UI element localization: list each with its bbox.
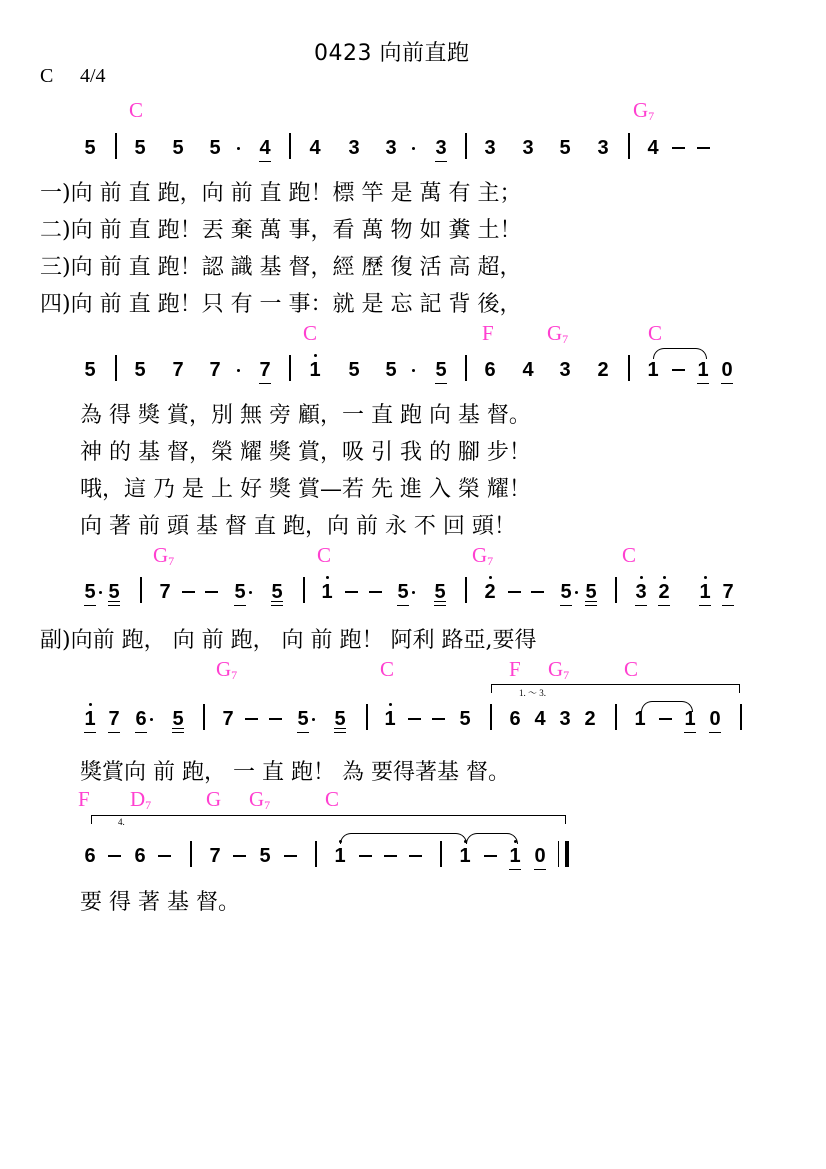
chord: $D_7$ [130, 787, 152, 812]
chord: $G_7$ [548, 657, 570, 682]
barline [366, 704, 368, 730]
dash [369, 591, 382, 593]
time-signature: 4/4 [80, 65, 106, 87]
lyric-chorus: 副)向前 跑， 向 前 跑， 向 前 跑！ 阿利 路亞,要得 [40, 628, 537, 653]
note: 7 [720, 581, 736, 603]
chord: $G_7$ [153, 543, 175, 568]
lyric-verse-4: 四)向 前 直 跑！只 有 一 事：就 是 忘 記 背 後， [40, 292, 522, 317]
chord: $G_7$ [633, 98, 655, 123]
note: 7 [209, 359, 221, 381]
note: 6 [134, 845, 146, 867]
lyric-verse-3: 哦，這 乃 是 上 好 獎 賞—若 先 進 入 榮 耀！ [80, 477, 531, 502]
note: 7 [222, 708, 234, 730]
note: 3 [597, 137, 609, 159]
chord: C [380, 657, 395, 681]
note: 5 [295, 708, 311, 730]
note: 3 [522, 137, 534, 159]
note: 5 [209, 137, 221, 159]
lyric-verse-3: 三)向 前 直 跑！認 識 基 督，經 歷 復 活 高 超， [40, 255, 522, 280]
dash [484, 855, 497, 857]
barline [465, 133, 467, 159]
volta-label: 1. ～ 3. [519, 688, 547, 698]
note: 2 [597, 359, 609, 381]
barline [628, 133, 630, 159]
note: 5 [583, 581, 599, 603]
lyric-verse-1: 為 得 獎 賞，別 無 旁 顧，一 直 跑 向 基 督。 [80, 403, 531, 428]
chord: F [509, 657, 521, 681]
lyric-chorus: 獎賞向 前 跑， 一 直 跑！ 為 要得著基 督。 [80, 760, 510, 785]
key-signature: C [40, 65, 54, 87]
barline [190, 841, 192, 867]
chord: $G_7$ [547, 321, 569, 346]
chord: C [325, 787, 340, 811]
note: 6 [484, 359, 496, 381]
chord: C [129, 98, 144, 122]
note: 7 [209, 845, 221, 867]
chord: F [78, 787, 90, 811]
note: 3 [484, 137, 496, 159]
chord: $G_7$ [472, 543, 494, 568]
volta-bracket-4 [91, 815, 566, 824]
note: 0 [719, 359, 735, 381]
tie [466, 833, 518, 844]
note: 0 [532, 845, 548, 867]
barline [115, 133, 117, 159]
final-barline [558, 841, 569, 867]
note: 5 [84, 359, 96, 381]
note: 1 [457, 845, 473, 867]
chord: C [303, 321, 318, 345]
note: 1 [682, 708, 698, 730]
dash [384, 855, 397, 857]
barline [315, 841, 317, 867]
note: 5 [395, 581, 411, 603]
dot [249, 591, 252, 594]
chord: C [648, 321, 663, 345]
note: 3 [385, 137, 397, 159]
note: 6 [133, 708, 149, 730]
dot [575, 591, 578, 594]
dot [99, 591, 102, 594]
dash [531, 591, 544, 593]
dash [108, 855, 121, 857]
barline [740, 704, 742, 730]
dash [408, 718, 421, 720]
note: 3 [559, 708, 571, 730]
note: 4 [647, 137, 659, 159]
note: 1 [634, 708, 646, 730]
note: 1 [697, 581, 713, 603]
dash [697, 147, 710, 149]
note: 1 [319, 581, 335, 603]
note: 5 [134, 359, 146, 381]
note: 5 [106, 581, 122, 603]
dot [412, 147, 415, 150]
lyric-verse-4: 向 著 前 頭 基 督 直 跑，向 前 永 不 回 頭！ [80, 514, 516, 539]
dot [237, 369, 240, 372]
note: 5 [559, 137, 571, 159]
barline [440, 841, 442, 867]
chord: F [482, 321, 494, 345]
barline [289, 133, 291, 159]
note: 5 [172, 137, 184, 159]
note: 1 [382, 708, 398, 730]
note: 3 [433, 137, 449, 159]
barline [203, 704, 205, 730]
dash [672, 147, 685, 149]
dash [182, 591, 195, 593]
dash [269, 718, 282, 720]
note: 7 [106, 708, 122, 730]
note: 4 [522, 359, 534, 381]
note: 0 [707, 708, 723, 730]
dash [205, 591, 218, 593]
note: 5 [134, 137, 146, 159]
dot [150, 718, 153, 721]
dash [672, 369, 685, 371]
note: 5 [385, 359, 397, 381]
note: 3 [633, 581, 649, 603]
note: 6 [509, 708, 521, 730]
note: 5 [232, 581, 248, 603]
note: 7 [172, 359, 184, 381]
barline [289, 355, 291, 381]
note: 2 [482, 581, 498, 603]
note: 5 [433, 359, 449, 381]
note: 2 [656, 581, 672, 603]
chord: G [206, 787, 222, 811]
dash [245, 718, 258, 720]
note: 5 [82, 581, 98, 603]
dash [432, 718, 445, 720]
barline [303, 577, 305, 603]
note: 5 [170, 708, 186, 730]
chord: $G_7$ [249, 787, 271, 812]
dot [412, 591, 415, 594]
note: 1 [307, 359, 323, 381]
note: 5 [332, 708, 348, 730]
note: 5 [269, 581, 285, 603]
note: 4 [534, 708, 546, 730]
dot [312, 718, 315, 721]
note: 1 [507, 845, 523, 867]
note: 1 [647, 359, 659, 381]
barline [615, 577, 617, 603]
note: 5 [558, 581, 574, 603]
dash [284, 855, 297, 857]
note: 2 [584, 708, 596, 730]
tie [653, 348, 707, 359]
dash [508, 591, 521, 593]
dash [345, 591, 358, 593]
note: 4 [257, 137, 273, 159]
lyric-ending: 要 得 著 基 督。 [80, 890, 240, 915]
note: 7 [257, 359, 273, 381]
note: 3 [559, 359, 571, 381]
note: 5 [432, 581, 448, 603]
note: 5 [84, 137, 96, 159]
note: 1 [695, 359, 711, 381]
dot [237, 147, 240, 150]
note: 5 [459, 708, 471, 730]
barline [115, 355, 117, 381]
dash [158, 855, 171, 857]
barline [628, 355, 630, 381]
lyric-verse-1: 一)向 前 直 跑，向 前 直 跑！標 竿 是 萬 有 主； [40, 181, 522, 206]
barline [490, 704, 492, 730]
chord: C [317, 543, 332, 567]
dash [233, 855, 246, 857]
barline [465, 577, 467, 603]
note: 3 [348, 137, 360, 159]
volta-label: 4. [118, 817, 125, 827]
lyric-verse-2: 神 的 基 督，榮 耀 獎 賞，吸 引 我 的 腳 步！ [80, 440, 531, 465]
barline [140, 577, 142, 603]
chord: $G_7$ [216, 657, 238, 682]
dash [659, 718, 672, 720]
dot [412, 369, 415, 372]
chord: C [624, 657, 639, 681]
dash [409, 855, 422, 857]
note: 5 [348, 359, 360, 381]
note: 6 [84, 845, 96, 867]
song-title: 0423 向前直跑 [314, 41, 470, 66]
note: 1 [82, 708, 98, 730]
note: 1 [332, 845, 348, 867]
barline [465, 355, 467, 381]
note: 5 [259, 845, 271, 867]
chord: C [622, 543, 637, 567]
note: 4 [309, 137, 321, 159]
barline [615, 704, 617, 730]
note: 7 [159, 581, 171, 603]
lyric-verse-2: 二)向 前 直 跑！丟 棄 萬 事，看 萬 物 如 糞 土！ [40, 218, 522, 243]
tie [340, 833, 467, 844]
dash [359, 855, 372, 857]
